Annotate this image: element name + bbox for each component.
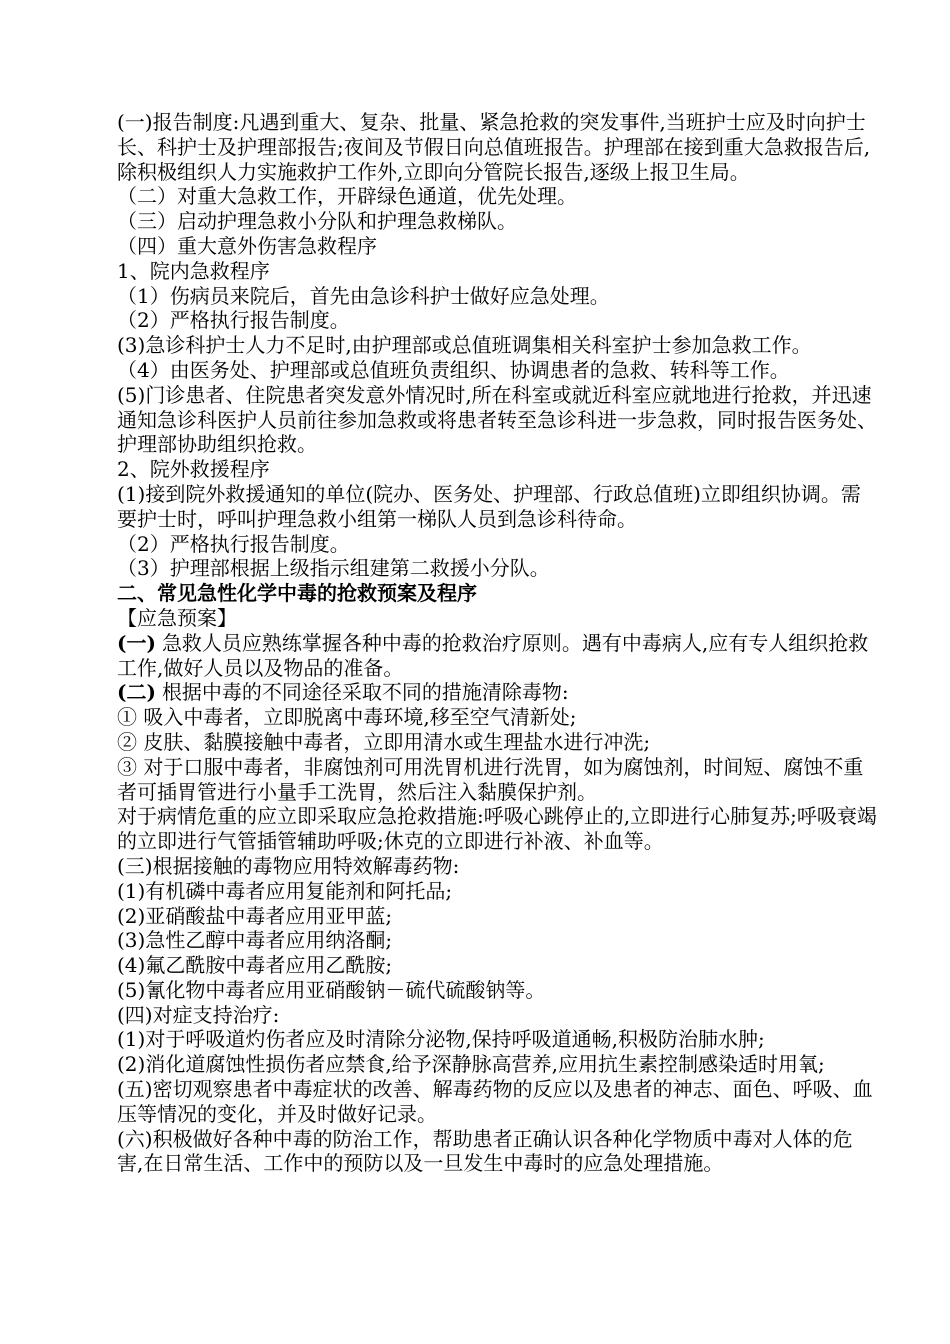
antidote-3: (3)急性乙醇中毒者应用纳洛酮; [117,928,393,953]
out-hospital-step-3: （3）护理部根据上级指示组建第二救援小分队。 [117,556,550,581]
report-system-paragraph: (一)报告制度:凡遇到重大、复杂、批量、紧急抢救的突发事件,当班护士应及时向护士长、科护士及护理部报告;夜间及节假日向总值班报告。护理部在接到重大急救报告后,除积极组织人力实施救护工作外,立即向分管院长报告,逐级上报卫生局。 [117,110,871,184]
oral-poisoning-line: ③ 对于口服中毒者，非腐蚀剂可用洗胃机进行洗胃，如为腐蚀剂，时间短、腐蚀不重者可插胃管进行小量手工洗胃，然后注入黏膜保护剂。 [117,754,864,804]
observation-line: (五)密切观察患者中毒症状的改善、解毒药物的反应以及患者的神志、面色、呼吸、血压等情况的变化，并及时做好记录。 [117,1077,873,1126]
out-hospital-step-1: (1)接到院外救援通知的单位(院办、医务处、护理部、行政总值班)立即组织协调。需要护士时，呼叫护理急救小组第一梯队人员到急诊科待命。 [117,481,861,531]
out-hospital-step-2: （2）严格执行报告制度。 [117,531,350,556]
in-hospital-step-3: (3)急诊科护士人力不足时,由护理部或总值班调集相关科室护士参加急救工作。 [117,333,812,358]
antidote-heading: (三)根据接触的毒物应用特效解毒药物: [117,853,460,878]
emergency-plan-label: 【应急预案】 [117,605,237,630]
plan-item-1-text: 急救人员应熟练掌握各种中毒的抢救治疗原则。遇有中毒病人,应有专人组织抢救工作,做好人员以及物品的准备。 [117,630,869,680]
antidote-5: (5)氰化物中毒者应用亚硝酸钠－硫代硫酸钠等。 [117,977,546,1002]
section-2-title: 二、常见急性化学中毒的抢救预案及程序 [117,581,477,606]
major-injury-heading: （四）重大意外伤害急救程序 [117,233,377,258]
plan-item-1 [117,631,877,681]
rescue-team-line: （三）启动护理急救小分队和护理急救梯队。 [117,209,517,234]
antidote-2: (2)亚硝酸盐中毒者应用亚甲蓝; [117,903,393,928]
in-hospital-step-4: （4）由医务处、护理部或总值班负责组织、协调患者的急救、转科等工作。 [117,357,790,382]
inhalation-line: ① 吸入中毒者，立即脱离中毒环境,移至空气清新处; [117,705,577,730]
green-channel-line: （二）对重大急救工作，开辟绿色通道，优先处理。 [117,184,577,209]
supportive-2: (2)消化道腐蚀性损伤者应禁食,给予深静脉高营养,应用抗生素控制感染适时用氧; [117,1052,825,1077]
critical-care-line: 对于病情危重的应立即采取应急抢救措施:呼吸心跳停止的,立即进行心肺复苏;呼吸衰竭的立即进行气管插管辅助呼吸;休克的立即进行补液、补血等。 [117,804,877,854]
supportive-1: (1)对于呼吸道灼伤者应及时清除分泌物,保持呼吸道通畅,积极防治肺水肿; [117,1027,765,1052]
plan-item-2-text: 根据中毒的不同途径采取不同的措施清除毒物: [161,680,569,705]
in-hospital-step-5: (5)门诊患者、住院患者突发意外情况时,所在科室或就近科室应就地进行抢救，并迅速通知急诊科医护人员前往参加急救或将患者转至急诊科进一步急救，同时报告医务处、护理部协助组织抢救。 [117,382,877,457]
antidote-4: (4)氟乙酰胺中毒者应用乙酰胺; [117,953,393,978]
in-hospital-step-1: （1）伤病员来院后，首先由急诊科护士做好应急处理。 [117,283,610,308]
document-page [117,110,877,1176]
plan-item-2-number: (二) [117,680,156,705]
plan-item-1-number: (一) [117,630,156,655]
in-hospital-heading: 1、院内急救程序 [117,258,270,283]
plan-item-2 [117,680,877,705]
antidote-1: (1)有机磷中毒者应用复能剂和阿托品; [117,878,453,903]
supportive-heading: (四)对症支持治疗: [117,1002,280,1027]
skin-contact-line: ② 皮肤、黏膜接触中毒者，立即用清水或生理盐水进行冲洗; [117,729,651,754]
out-hospital-heading: 2、院外救援程序 [117,457,270,482]
in-hospital-step-2: （2）严格执行报告制度。 [117,308,350,333]
prevention-line: (六)积极做好各种中毒的防治工作，帮助患者正确认识各种化学物质中毒对人体的危害,在日常生活、工作中的预防以及一旦发生中毒时的应急处理措施。 [117,1126,853,1176]
